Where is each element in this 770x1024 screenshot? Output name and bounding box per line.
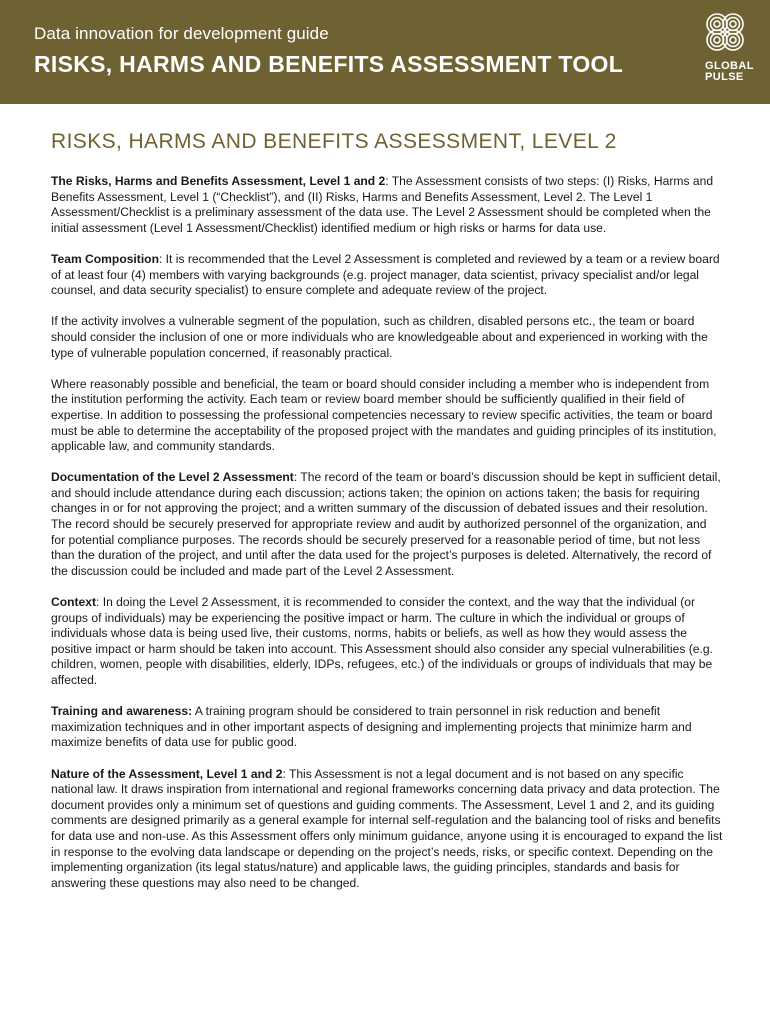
paragraph-text: : It is recommended that the Level 2 Assessment is completed and reviewed by a team or a review board of at least four (4) members with varying backgrounds (e.g. project manager, data scientist, privacy specialist and/or legal counsel, and data security specialist) to ensure complete and adequate review of the project. <box>51 251 720 298</box>
logo-text-pulse: PULSE <box>705 71 744 83</box>
paragraph-text: : In doing the Level 2 Assessment, it is recommended to consider the context, and the way that the individual (or groups of individuals) may be experiencing the positive impact or harm. The culture in which the individual or groups of individuals whose data is being used live, their customs, norms, habits or beliefs, as well as how they would assess the positive impact or harm should be taken into account. This Assessment should also consider any special vulnerabilities (e.g. children, women, people with disabilities, elderly, IDPs, refugees, etc.) of the individuals or groups of individuals that may be affected. <box>51 595 713 687</box>
paragraph-text: If the activity involves a vulnerable segment of the population, such as children, disabled persons etc., the team or board should consider the inclusion of one or more individuals who are knowledgeable about and experienced in working with the type of vulnerable population concerned, if reasonably practical. <box>51 314 708 360</box>
paragraph-label: Documentation of the Level 2 Assessment <box>51 470 294 485</box>
paragraph-text: A training program should be considered to train personnel in risk reduction and benefit maximization techniques and in other important aspects of designing and implementing projects that minimize harm and maximize benefits of data use for public good. <box>51 704 692 750</box>
paragraph-text: Where reasonably possible and beneficial, the team or board should consider including a member who is independent from the institution performing the activity. Each team or review board member should be sufficiently qualified in their field of expertise. In addition to possessing the professional competencies necessary to review specific activities, the team or board must be able to determine the acceptability of the proposed project with the mandates and guiding principles of its institution, applicable law, and community standards. <box>51 376 717 454</box>
page-title: RISKS, HARMS AND BENEFITS ASSESSMENT, LEVEL 2 <box>51 130 617 153</box>
logo-text-global: GLOBAL <box>705 60 754 72</box>
paragraph-independent-member <box>51 377 723 455</box>
paragraph-text: : This Assessment is not a legal document and is not based on any specific national law. It draws inspiration from international and regional frameworks concerning data privacy and data protection. The document provides only a minimum set of questions and guiding comments. The Assessment, Level 1 and 2, and its guiding comments are designed primarily as a general example for internal self-regulation and the balancing tool of risks and benefits for data use and non-use. As this Assessment offers only minimum guidance, anyone using it is encouraged to expand the list in response to the evolving data landscape or depending on the project’s needs, risks, or specific context. Depending on the implementing organization (its legal status/nature) and applicable laws, the guiding principles, standards and basis for answering these questions may also need to be changed. <box>51 766 723 890</box>
paragraph-text: : The Assessment consists of two steps: (I) Risks, Harms and Benefits Assessment, Level 1 (“Checklist”), and (II) Risks, Harms and Benefits Assessment, Level 2. The Level 1 Assessment/Checklist is a preliminary assessment of the data use. The Level 2 Assessment should be completed when the initial assessment (Level 1 Assessment/Checklist) identified medium or high risks or harms for data use. <box>51 174 714 235</box>
paragraph-label: Nature of the Assessment, Level 1 and 2 <box>51 766 283 781</box>
global-pulse-logo <box>700 10 756 90</box>
paragraph-context <box>51 595 723 689</box>
paragraph-documentation <box>51 470 723 579</box>
paragraph-overview <box>51 174 723 236</box>
fingerprint-logo-icon <box>703 10 747 54</box>
paragraph-training <box>51 704 723 751</box>
document-body <box>51 174 723 907</box>
paragraph-nature <box>51 767 723 892</box>
paragraph-label: Training and awareness: <box>51 704 193 719</box>
paragraph-label: Team Composition <box>51 251 159 266</box>
paragraph-vulnerable-population <box>51 314 723 361</box>
paragraph-text: : The record of the team or board’s discussion should be kept in sufficient detail, and should include attendance during each discussion; actions taken; the opinion on actions taken; the basis for requiring changes in or for not approving the project; and a written summary of the discussion of debated issues and their resolution. The record should be securely preserved for appropriate review and audit by authorized personnel of the organization, and for potential compliance purposes. The records should be securely preserved for a reasonable period of time, but not less than the duration of the project, and until after the data used for the project’s purposes is deleted. Alternatively, the record of the discussion could be included and made part of the Level 2 Assessment. <box>51 470 721 578</box>
header-banner <box>0 0 770 104</box>
paragraph-label: The Risks, Harms and Benefits Assessment, Level 1 and 2 <box>51 174 386 188</box>
guide-title: Data innovation for development guide <box>34 24 329 43</box>
paragraph-label: Context <box>51 595 97 610</box>
tool-title: RISKS, HARMS AND BENEFITS ASSESSMENT TOOL <box>34 51 624 77</box>
paragraph-team-composition <box>51 252 723 299</box>
